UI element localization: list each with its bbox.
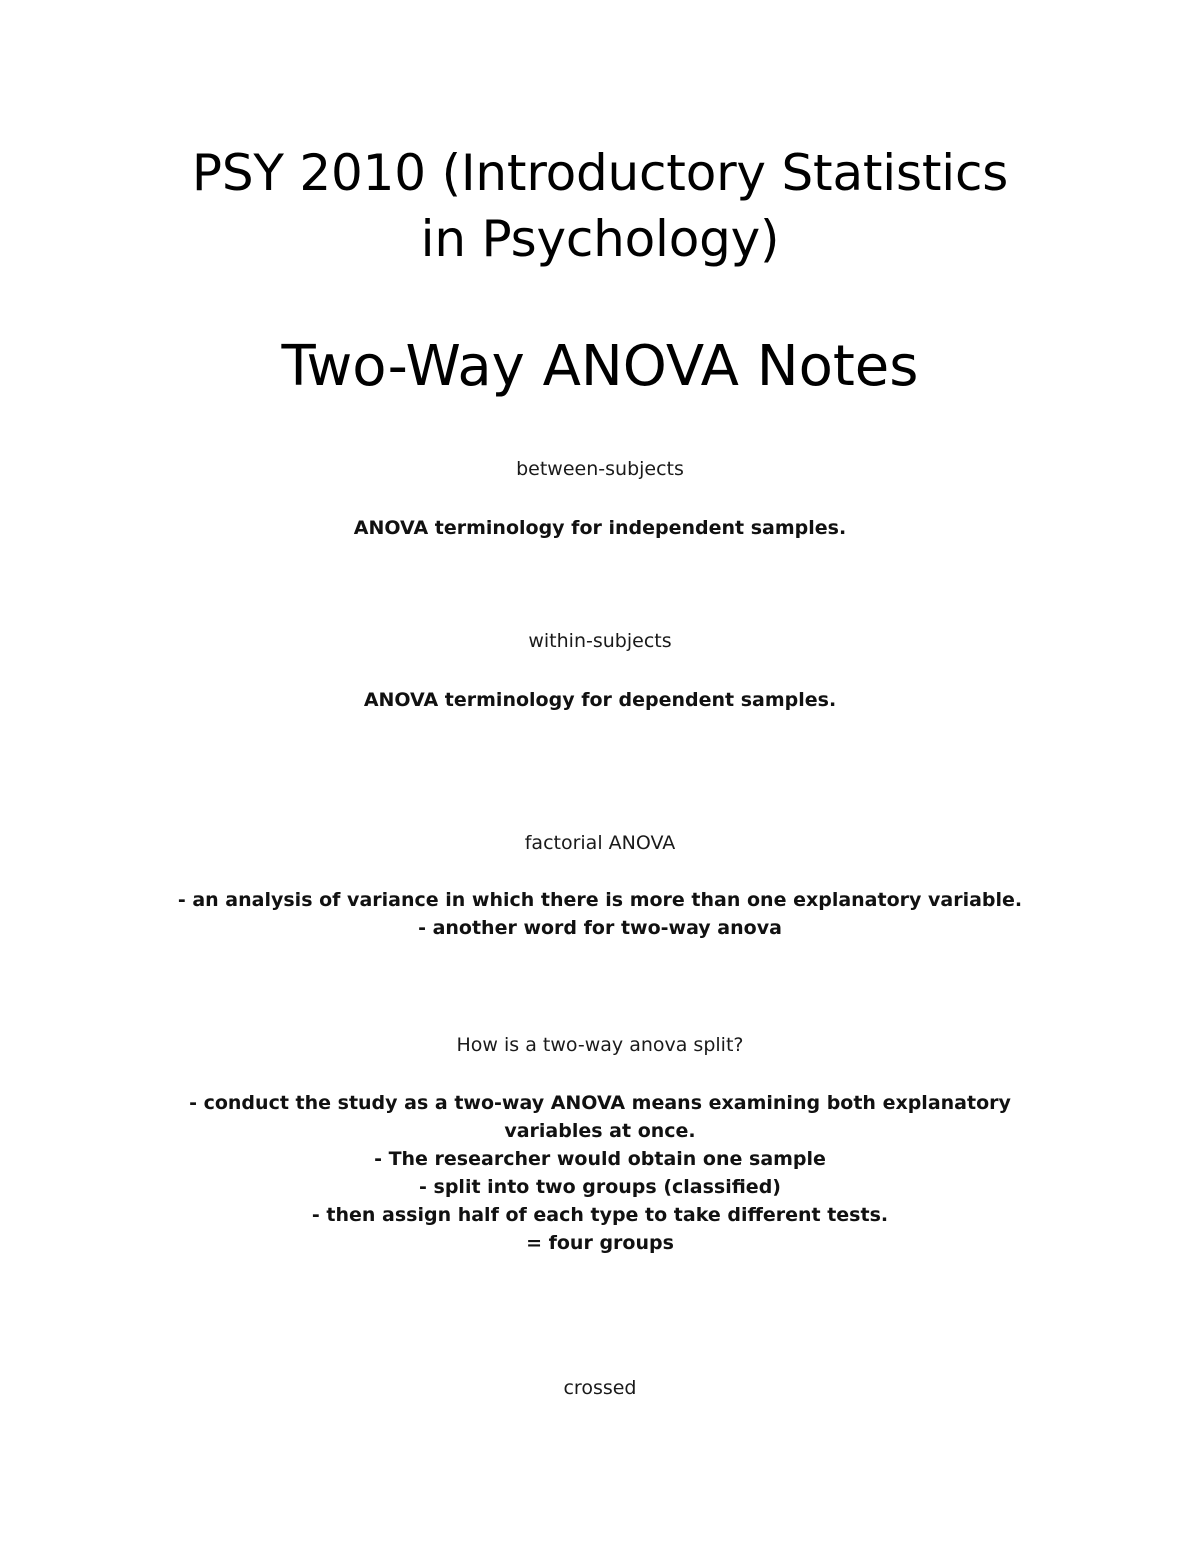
title-line-2: in Psychology) xyxy=(420,210,780,268)
definition-line: ANOVA terminology for dependent samples. xyxy=(363,689,837,711)
definition-two-way-anova-split xyxy=(160,1089,1040,1257)
definition-line: - split into two groups (classified) xyxy=(419,1176,781,1198)
definition-line: ANOVA terminology for independent samples. xyxy=(353,517,847,539)
definition-line: - The researcher would obtain one sample xyxy=(374,1148,826,1170)
page-title xyxy=(150,140,1050,272)
page-subtitle: Two-Way ANOVA Notes xyxy=(281,334,919,399)
definition-line: - an analysis of variance in which there is more than one explanatory variable. xyxy=(177,889,1023,911)
definition-factorial-anova xyxy=(150,886,1050,942)
title-line-1: PSY 2010 (Introductory Statistics xyxy=(191,144,1009,202)
term-two-way-anova-split: How is a two-way anova split? xyxy=(456,1034,744,1056)
definition-within-subjects xyxy=(150,686,1050,714)
term-crossed: crossed xyxy=(563,1377,637,1399)
definition-line: = four groups xyxy=(526,1232,674,1254)
term-factorial-anova: factorial ANOVA xyxy=(524,832,676,854)
definition-line: - another word for two-way anova xyxy=(418,917,782,939)
definition-line: - conduct the study as a two-way ANOVA means examining both explanatory variables at once. xyxy=(189,1092,1011,1142)
term-within-subjects: within-subjects xyxy=(528,630,672,652)
term-between-subjects: between-subjects xyxy=(516,458,684,480)
definition-between-subjects xyxy=(150,514,1050,542)
definition-line: - then assign half of each type to take different tests. xyxy=(311,1204,889,1226)
